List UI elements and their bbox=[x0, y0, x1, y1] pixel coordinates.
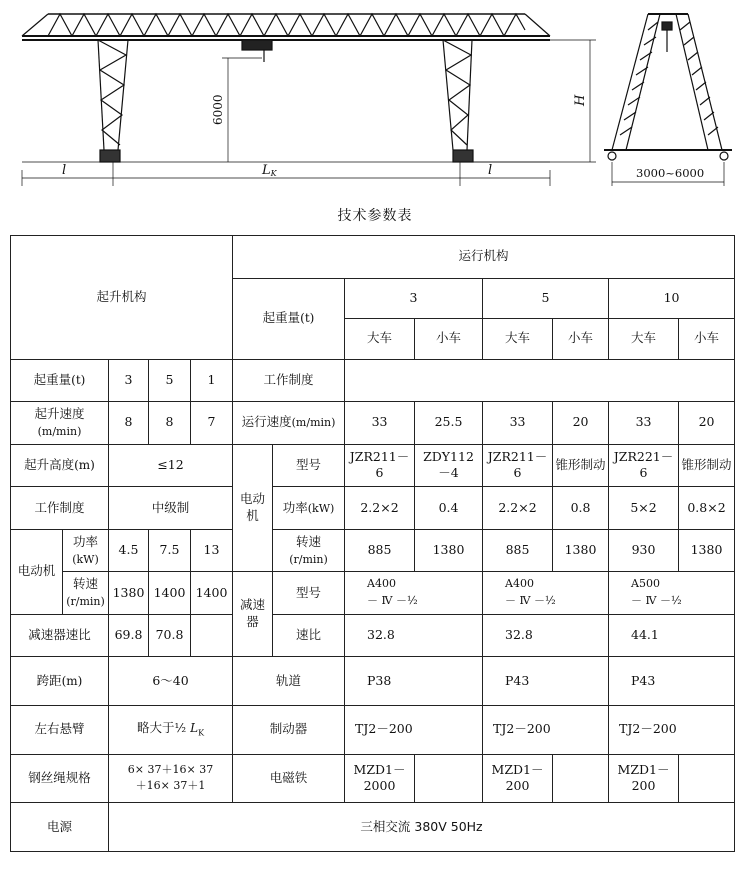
reducer-ratio-value: 44.1 bbox=[609, 614, 735, 657]
hoist-speed-value: 8 bbox=[109, 402, 149, 445]
motor-model-value: JZR211－6 bbox=[345, 444, 415, 487]
reducer-ratio-value: 32.8 bbox=[483, 614, 609, 657]
travel-duty-value bbox=[345, 359, 735, 402]
dim-width-range: 3000~6000 bbox=[636, 166, 705, 180]
travel-duty-label: 工作制度 bbox=[233, 359, 345, 402]
rope-value: 6× 37＋16× 37 ＋16× 37＋1 bbox=[109, 754, 233, 803]
rail-value: P38 bbox=[345, 657, 483, 706]
magnet-value: MZD1－2000 bbox=[345, 754, 415, 803]
motor-power-value: 0.8 bbox=[553, 487, 609, 530]
brake-value: TJ2－200 bbox=[609, 706, 735, 755]
dim-l-right: l bbox=[488, 163, 493, 178]
big-car-label: 大车 bbox=[609, 319, 679, 360]
reducer-model-value: A400 － Ⅳ －½ bbox=[483, 572, 609, 615]
travel-speed-label: 运行速度(m/min) bbox=[233, 402, 345, 445]
gantry-crane-drawing bbox=[0, 0, 750, 200]
motor-power-value: 0.8×2 bbox=[679, 487, 735, 530]
brake-label: 制动器 bbox=[233, 706, 345, 755]
dim-H: H bbox=[573, 94, 588, 106]
hoist-rpm-label: 转速 (r/min) bbox=[63, 572, 109, 615]
cantilever-label: 左右悬臂 bbox=[11, 706, 109, 755]
small-car-label: 小车 bbox=[679, 319, 735, 360]
brake-value: TJ2－200 bbox=[345, 706, 483, 755]
motor-rpm-value: 930 bbox=[609, 529, 679, 572]
travel-speed-value: 33 bbox=[483, 402, 553, 445]
hoist-power-value: 4.5 bbox=[109, 529, 149, 572]
motor-rpm-value: 885 bbox=[345, 529, 415, 572]
motor-rpm-value: 1380 bbox=[553, 529, 609, 572]
hoist-speed-value: 7 bbox=[191, 402, 233, 445]
motor-power-value: 2.2×2 bbox=[483, 487, 553, 530]
hoist-rpm-value: 1400 bbox=[191, 572, 233, 615]
motor-model-value: 锥形制动 bbox=[553, 444, 609, 487]
motor-power-value: 0.4 bbox=[415, 487, 483, 530]
power-supply-value: 三相交流 380V 50Hz bbox=[109, 803, 735, 852]
hoist-speed-label: 起升速度 (m/min) bbox=[11, 402, 109, 445]
dim-l-left: l bbox=[62, 163, 67, 178]
hoist-motor-label: 电动机 bbox=[11, 529, 63, 614]
hoist-reducer-ratio-label: 减速器速比 bbox=[11, 614, 109, 657]
motor-rpm-value: 1380 bbox=[415, 529, 483, 572]
hoist-height-label: 起升高度(m) bbox=[11, 444, 109, 487]
hoist-speed-value: 8 bbox=[149, 402, 191, 445]
front-view bbox=[22, 14, 596, 186]
rail-value: P43 bbox=[483, 657, 609, 706]
brake-value: TJ2－200 bbox=[483, 706, 609, 755]
rope-label: 钢丝绳规格 bbox=[11, 754, 109, 803]
travel-speed-value: 33 bbox=[609, 402, 679, 445]
small-car-label: 小车 bbox=[553, 319, 609, 360]
capacity-10: 10 bbox=[609, 278, 735, 319]
big-car-label: 大车 bbox=[345, 319, 415, 360]
travel-rpm-label: 转速 (r/min) bbox=[273, 529, 345, 572]
magnet-value: MZD1－200 bbox=[483, 754, 553, 803]
rail-label: 轨道 bbox=[233, 657, 345, 706]
motor-power-value: 2.2×2 bbox=[345, 487, 415, 530]
hoist-duty-value: 中级制 bbox=[109, 487, 233, 530]
hoist-power-label: 功率 (kW) bbox=[63, 529, 109, 572]
reducer-model-value: A400 － Ⅳ －½ bbox=[345, 572, 483, 615]
magnet-empty bbox=[415, 754, 483, 803]
motor-model-value: JZR211－6 bbox=[483, 444, 553, 487]
travel-speed-value: 25.5 bbox=[415, 402, 483, 445]
magnet-empty bbox=[679, 754, 735, 803]
travel-speed-value: 20 bbox=[679, 402, 735, 445]
travel-power-label: 功率(kW) bbox=[273, 487, 345, 530]
reducer-ratio-value: 32.8 bbox=[345, 614, 483, 657]
motor-model-value: 锥形制动 bbox=[679, 444, 735, 487]
hoist-power-value: 13 bbox=[191, 529, 233, 572]
hoist-rpm-value: 1380 bbox=[109, 572, 149, 615]
capacity-3: 3 bbox=[345, 278, 483, 319]
dim-6000: 6000 bbox=[211, 94, 225, 125]
power-supply-label: 电源 bbox=[11, 803, 109, 852]
hoist-capacity-value: 3 bbox=[109, 359, 149, 402]
travel-speed-value: 20 bbox=[553, 402, 609, 445]
hoist-mechanism-header: 起升机构 bbox=[11, 236, 233, 360]
rail-value: P43 bbox=[609, 657, 735, 706]
motor-model-value: ZDY112－4 bbox=[415, 444, 483, 487]
travel-capacity-label: 起重量(t) bbox=[233, 278, 345, 359]
reducer-model-label: 型号 bbox=[273, 572, 345, 615]
big-car-label: 大车 bbox=[483, 319, 553, 360]
span-label: 跨距(m) bbox=[11, 657, 109, 706]
travel-motor-label: 电动机 bbox=[233, 444, 273, 572]
hoist-reducer-ratio-value: 70.8 bbox=[149, 614, 191, 657]
hoist-capacity-value: 1 bbox=[191, 359, 233, 402]
magnet-label: 电磁铁 bbox=[233, 754, 345, 803]
hoist-capacity-label: 起重量(t) bbox=[11, 359, 109, 402]
travel-model-label: 型号 bbox=[273, 444, 345, 487]
dim-Lk: LK bbox=[262, 163, 277, 178]
motor-rpm-value: 1380 bbox=[679, 529, 735, 572]
cantilever-value: 略大于½ $L_K$ bbox=[109, 706, 233, 755]
reducer-ratio-label: 速比 bbox=[273, 614, 345, 657]
hoist-height-value: ≤12 bbox=[109, 444, 233, 487]
hoist-duty-label: 工作制度 bbox=[11, 487, 109, 530]
magnet-value: MZD1－200 bbox=[609, 754, 679, 803]
small-car-label: 小车 bbox=[415, 319, 483, 360]
hoist-capacity-value: 5 bbox=[149, 359, 191, 402]
side-view bbox=[604, 14, 732, 186]
span-value: 6～40 bbox=[109, 657, 233, 706]
motor-rpm-value: 885 bbox=[483, 529, 553, 572]
hoist-power-value: 7.5 bbox=[149, 529, 191, 572]
travel-reducer-label: 减速器 bbox=[233, 572, 273, 657]
motor-model-value: JZR221－6 bbox=[609, 444, 679, 487]
hoist-reducer-ratio-value: 69.8 bbox=[109, 614, 149, 657]
spec-table bbox=[10, 235, 735, 852]
travel-mechanism-header: 运行机构 bbox=[233, 236, 735, 279]
table-caption: 技术参数表 bbox=[337, 208, 413, 224]
hoist-reducer-ratio-value bbox=[191, 614, 233, 657]
capacity-5: 5 bbox=[483, 278, 609, 319]
magnet-empty bbox=[553, 754, 609, 803]
reducer-model-value: A500 － Ⅳ －½ bbox=[609, 572, 735, 615]
travel-speed-value: 33 bbox=[345, 402, 415, 445]
motor-power-value: 5×2 bbox=[609, 487, 679, 530]
hoist-rpm-value: 1400 bbox=[149, 572, 191, 615]
